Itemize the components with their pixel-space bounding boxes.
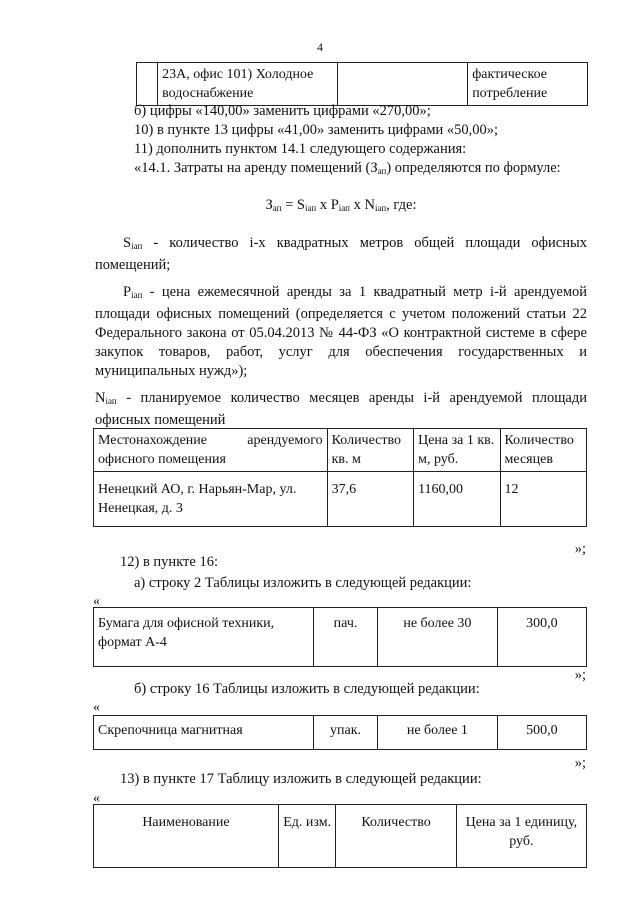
def-n-sub: iап	[105, 396, 117, 406]
open-quote-2: «	[93, 700, 100, 715]
formula-p-sub: iап	[338, 203, 350, 213]
line-p12: 12) в пункте 16:	[120, 554, 218, 570]
paper-unit: пач.	[313, 608, 377, 667]
paper-price: 300,0	[497, 608, 586, 667]
top-table-cell-4: фактическое потребление	[468, 63, 588, 106]
formula-x2: x N	[349, 197, 375, 213]
line-p12a: а) строку 2 Таблицы изложить в следующей редакции:	[134, 575, 472, 591]
def-p-sub: iап	[131, 290, 143, 300]
open-quote-1: «	[93, 594, 100, 609]
paper-name: Бумага для офисной техники, формат А-4	[94, 608, 314, 667]
line-p10: 10) в пункте 13 цифры «41,00» заменить цифрами «50,00»;	[134, 122, 499, 138]
def-n	[95, 389, 587, 430]
last-table-header-row	[94, 805, 587, 868]
line-p12b: б) строку 16 Таблицы изложить в следующей редакции:	[134, 681, 480, 697]
close-quote-3: »;	[574, 755, 586, 771]
rent-cell-location: Ненецкий АО, г. Нарьян-Мар, ул. Ненецкая, д. 3	[94, 472, 328, 527]
last-header-quantity: Количество	[336, 805, 456, 868]
clip-price: 500,0	[497, 716, 586, 750]
formula-n-sub: iап	[374, 203, 387, 213]
rent-table	[93, 428, 587, 527]
clip-name: Скрепочница магнитная	[94, 716, 314, 750]
clip-unit: упак.	[313, 716, 377, 750]
paper-table	[93, 607, 587, 667]
last-header-unit: Ед. изм.	[278, 805, 336, 868]
open-quote-3: «	[93, 791, 100, 806]
rent-cell-months: 12	[500, 472, 586, 527]
line-p11: 11) дополнить пунктом 14.1 следующего содержания:	[134, 141, 467, 157]
top-table-cell-1	[137, 63, 158, 106]
formula-s-sub: iап	[304, 203, 317, 213]
last-header-name: Наименование	[94, 805, 279, 868]
rent-cell-price: 1160,00	[414, 472, 500, 527]
top-table-cell-3	[338, 63, 468, 106]
table-row	[94, 608, 587, 667]
table-row	[94, 716, 587, 750]
clip-table	[93, 715, 587, 750]
def-s-text: - количество i-х квадратных метров общей площади офисных помещений;	[95, 235, 587, 273]
close-quote-2: »;	[574, 667, 586, 683]
formula-tail: , где:	[386, 197, 417, 213]
close-quote-1: »;	[574, 541, 586, 557]
page-number: 4	[317, 40, 323, 54]
formula-eq: = S	[281, 197, 305, 213]
def-s-sub: iап	[131, 241, 143, 251]
def-s-symbol: S	[123, 235, 132, 251]
rent-cell-sqm: 37,6	[327, 472, 413, 527]
formula-x1: x P	[316, 197, 339, 213]
line-b: б) цифры «140,00» заменить цифрами «270,00»;	[134, 103, 431, 119]
formula-z: З	[265, 197, 273, 213]
def-p-symbol: P	[123, 284, 132, 300]
def-p	[95, 283, 587, 381]
def-n-text: - планируемое количество месяцев аренды i-й арендуемой площади офисных помещений	[95, 390, 587, 428]
line-p141	[134, 159, 594, 181]
p141-text-b: ) определяются по формуле:	[386, 160, 561, 176]
clip-quantity: не более 1	[378, 716, 497, 750]
p141-sub: ап	[377, 166, 387, 176]
last-table	[93, 804, 587, 868]
top-table	[136, 62, 588, 106]
rent-header-months: Количество месяцев	[500, 429, 586, 472]
rent-header-sqm: Количество кв. м	[327, 429, 413, 472]
table-row	[94, 472, 587, 527]
line-p13: 13) в пункте 17 Таблицу изложить в следующей редакции:	[120, 771, 482, 787]
rent-header-price: Цена за 1 кв. м, руб.	[414, 429, 500, 472]
def-n-symbol: N	[95, 390, 106, 406]
p141-text-a: «14.1. Затраты на аренду помещений (З	[134, 160, 378, 176]
top-table-cell-2: 23А, офис 101) Холодное водоснабжение	[158, 63, 338, 106]
def-s	[95, 234, 587, 275]
paper-quantity: не более 30	[378, 608, 497, 667]
last-header-price: Цена за 1 единицу, руб.	[456, 805, 586, 868]
formula	[95, 196, 587, 218]
def-p-text: - цена ежемесячной аренды за 1 квадратный метр i-й арендуемой площади офисных помещений (определяется с учетом положений статьи 22 Федерального закона от 05.04.2013 № 44-ФЗ «О контрактной системе в сфере закупок товаров, работ, услуг для обеспечения государственных и муниципальных нужд»);	[95, 284, 587, 379]
rent-table-header-row	[94, 429, 587, 472]
rent-header-location: Местонахождение арендуемого офисного помещения	[94, 429, 328, 472]
formula-z-sub: ап	[272, 203, 282, 213]
